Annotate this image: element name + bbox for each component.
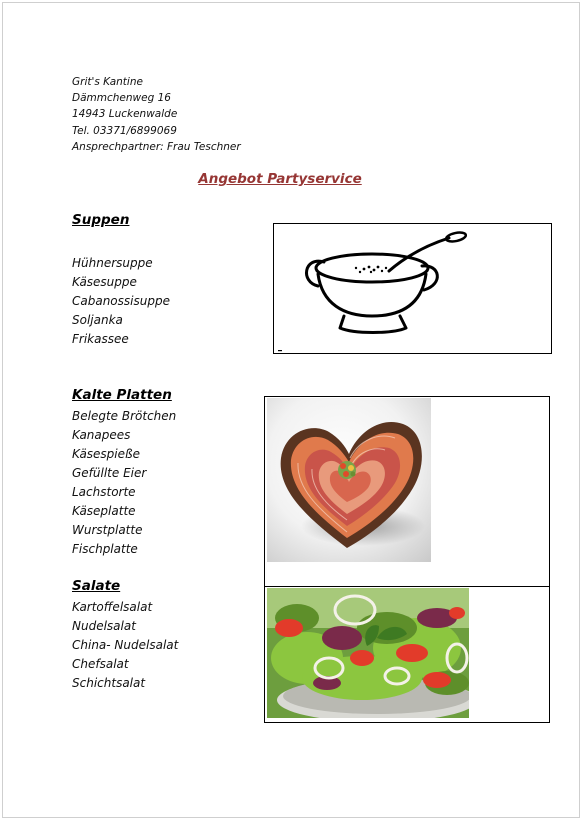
list-item: Fischplatte <box>72 542 138 556</box>
list-item: Chefsalat <box>72 657 129 671</box>
list-item: Käsespieße <box>72 447 140 461</box>
document-page <box>2 2 580 818</box>
section-heading-cold-platters: Kalte Platten <box>72 387 172 403</box>
page-title: Angebot Partyservice <box>198 171 362 187</box>
address-city: 14943 Luckenwalde <box>72 108 178 121</box>
list-item: Lachstorte <box>72 485 136 499</box>
section-heading-salads: Salate <box>72 578 121 594</box>
soups-list <box>72 254 170 349</box>
address-name: Grit's Kantine <box>72 76 143 88</box>
list-item: Hühnersuppe <box>72 256 153 270</box>
list-item: Käsesuppe <box>72 275 137 289</box>
list-item: Gefüllte Eier <box>72 466 147 480</box>
list-item: Nudelsalat <box>72 619 136 633</box>
address-contact: Ansprechpartner: Frau Teschner <box>72 140 241 153</box>
list-item: Wurstplatte <box>72 523 143 537</box>
list-item: China- Nudelsalat <box>72 638 179 652</box>
salad-image-frame <box>264 586 550 723</box>
list-item: Käseplatte <box>72 504 136 518</box>
soup-bowl-icon <box>274 224 551 353</box>
heart-platter-icon <box>267 398 431 562</box>
soup-image-frame <box>273 223 552 354</box>
address-phone: Tel. 03371/6899069 <box>72 124 177 137</box>
list-item: Belegte Brötchen <box>72 409 177 423</box>
salads-list <box>72 598 178 693</box>
list-item: Kanapees <box>72 428 131 442</box>
salad-photo <box>267 588 469 718</box>
list-item: Soljanka <box>72 313 123 327</box>
address-block <box>72 74 241 155</box>
section-heading-soups: Suppen <box>72 212 130 228</box>
list-item: Kartoffelsalat <box>72 600 153 614</box>
salad-bowl-icon <box>267 588 469 718</box>
platter-photo <box>267 398 431 562</box>
platter-image-frame <box>264 396 550 595</box>
list-item: Frikassee <box>72 332 129 346</box>
cold-platters-list <box>72 407 176 559</box>
address-street: Dämmchenweg 16 <box>72 92 171 105</box>
list-item: Schichtsalat <box>72 676 146 690</box>
list-item: Cabanossisuppe <box>72 294 170 308</box>
